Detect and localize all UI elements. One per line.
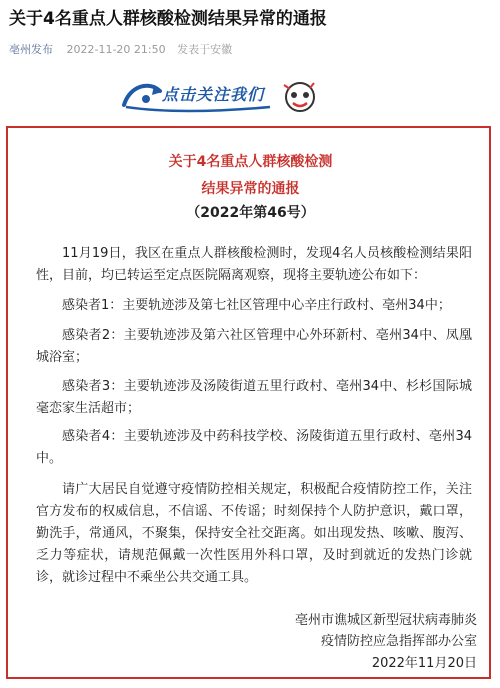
notice-heading-line1: 关于4名重点人群核酸检测: [168, 154, 333, 170]
notice-box: [6, 126, 491, 679]
article-meta: [9, 42, 232, 58]
case-item: 感染者1：主要轨迹涉及第七社区管理中心辛庄行政村、亳州34中；: [62, 298, 451, 313]
signature-org-line1: 亳州市谯城区新型冠状病毒肺炎: [294, 613, 477, 628]
publish-location: 发表于安徽: [177, 43, 233, 56]
notice-number: （2022年第46号）: [186, 205, 315, 221]
case-item: 感染者3：主要轨迹涉及汤陵街道五里行政村、亳州34中、杉杉国际城毫恋家生活超市；: [36, 379, 472, 416]
article-title: 关于4名重点人群核酸检测结果异常的通报: [9, 9, 327, 29]
follow-text: 点击关注我们: [162, 85, 265, 104]
mascot-face-icon: [280, 77, 320, 117]
notice-advice: 请广大居民自觉遵守疫情防控相关规定，积极配合疫情防控工作，关注官方发布的权威信息，不信谣、不传谣；时刻保持个人防护意识，戴口罩，勤洗手，常通风，不聚集，保持安全社交距离。如出现发热、咳嗽、腹泻、乏力等症状，请规范佩戴一次性医用外科口罩，及时到就近的发热门诊就诊，就诊过程中不乘坐公共交通工具。: [36, 482, 472, 585]
notice-heading-line2: 结果异常的通报: [201, 181, 300, 197]
case-item: 感染者4：主要轨迹涉及中药科技学校、汤陵街道五里行政村、亳州34中。: [36, 429, 472, 466]
publish-time: 2022-11-20 21:50: [66, 43, 166, 56]
notice-intro: 11月19日，我区在重点人群核酸检测时，发现4名人员核酸检测结果阳性，目前，均已转运至定点医院隔离观察，现将主要轨迹公布如下：: [36, 246, 472, 283]
signature-org-line2: 疫情防控应急指挥部办公室: [320, 634, 477, 649]
account-name-link[interactable]: 亳州发布: [9, 43, 53, 56]
follow-banner[interactable]: [120, 75, 335, 117]
signature-date: 2022年11月20日: [371, 656, 477, 671]
case-item: 感染者2：主要轨迹涉及第六社区管理中心外环新村、亳州34中、凤凰城浴室；: [36, 328, 472, 365]
